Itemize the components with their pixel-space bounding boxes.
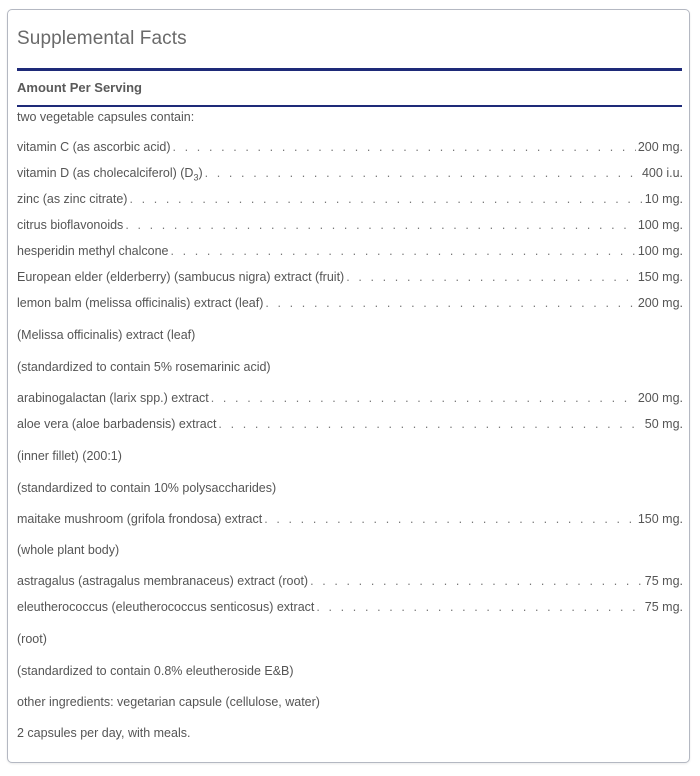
ingredient-note: (Melissa officinalis) extract (leaf) xyxy=(17,328,196,342)
leader-dots xyxy=(205,166,640,180)
ingredient-amount: 10 mg. xyxy=(644,192,683,206)
bottom-rule xyxy=(17,105,682,107)
ingredient-row xyxy=(17,140,683,154)
leader-dots xyxy=(316,600,642,614)
ingredient-note: (standardized to contain 0.8% eleutheroside E&B) xyxy=(17,664,294,678)
ingredient-row xyxy=(17,270,683,284)
ingredient-amount: 75 mg. xyxy=(644,600,683,614)
ingredient-name: aloe vera (aloe barbadensis) extract xyxy=(17,417,217,431)
ingredient-row xyxy=(17,574,683,588)
ingredient-name: citrus bioflavonoids xyxy=(17,218,124,232)
ingredient-amount: 100 mg. xyxy=(637,218,683,232)
ingredient-name: arabinogalactan (larix spp.) extract xyxy=(17,391,209,405)
ingredient-amount: 150 mg. xyxy=(637,270,683,284)
amount-per-serving-heading: Amount Per Serving xyxy=(17,80,142,95)
ingredient-name: European elder (elderberry) (sambucus nigra) extract (fruit) xyxy=(17,270,345,284)
leader-dots xyxy=(264,512,636,526)
ingredient-row xyxy=(17,391,683,405)
leader-dots xyxy=(346,270,636,284)
directions: 2 capsules per day, with meals. xyxy=(17,726,191,740)
ingredient-amount: 200 mg. xyxy=(637,391,683,405)
ingredient-amount: 200 mg. xyxy=(637,140,683,154)
ingredient-row xyxy=(17,192,683,206)
ingredient-row xyxy=(17,218,683,232)
ingredient-note: (whole plant body) xyxy=(17,543,120,557)
ingredient-amount: 100 mg. xyxy=(637,244,683,258)
leader-dots xyxy=(265,296,635,310)
leader-dots xyxy=(173,140,636,154)
supplement-facts-panel xyxy=(7,9,690,763)
ingredient-name: maitake mushroom (grifola frondosa) extract xyxy=(17,512,263,526)
ingredient-name: eleutherococcus (eleutherococcus senticosus) extract xyxy=(17,600,315,614)
serving-intro: two vegetable capsules contain: xyxy=(17,110,195,124)
leader-dots xyxy=(211,391,636,405)
ingredient-row xyxy=(17,296,683,310)
ingredient-row xyxy=(17,244,683,258)
leader-dots xyxy=(310,574,643,588)
leader-dots xyxy=(218,417,642,431)
leader-dots xyxy=(125,218,636,232)
ingredient-name: vitamin C (as ascorbic acid) xyxy=(17,140,171,154)
panel-title: Supplemental Facts xyxy=(17,28,187,49)
ingredient-amount: 200 mg. xyxy=(637,296,683,310)
ingredient-amount: 400 i.u. xyxy=(641,166,683,180)
ingredient-note: (inner fillet) (200:1) xyxy=(17,449,122,463)
ingredient-name: astragalus (astragalus membranaceus) extract (root) xyxy=(17,574,309,588)
ingredient-row xyxy=(17,166,683,183)
ingredient-note: (root) xyxy=(17,632,47,646)
ingredient-name: vitamin D (as cholecalciferol) $(D_3)$ xyxy=(17,166,203,183)
ingredient-amount: 50 mg. xyxy=(644,417,683,431)
leader-dots xyxy=(170,244,635,258)
ingredient-note: (standardized to contain 5% rosemarinic acid) xyxy=(17,360,271,374)
ingredient-name: zinc (as zinc citrate) xyxy=(17,192,128,206)
ingredient-row xyxy=(17,512,683,526)
ingredient-row xyxy=(17,417,683,431)
ingredient-name: lemon balm (melissa officinalis) extract (leaf) xyxy=(17,296,264,310)
ingredient-row xyxy=(17,600,683,614)
top-rule xyxy=(17,68,682,71)
ingredient-note: (standardized to contain 10% polysaccharides) xyxy=(17,481,277,495)
leader-dots xyxy=(129,192,642,206)
ingredient-name: hesperidin methyl chalcone xyxy=(17,244,169,258)
other-ingredients: other ingredients: vegetarian capsule (cellulose, water) xyxy=(17,695,320,709)
ingredient-amount: 75 mg. xyxy=(644,574,683,588)
ingredient-amount: 150 mg. xyxy=(637,512,683,526)
